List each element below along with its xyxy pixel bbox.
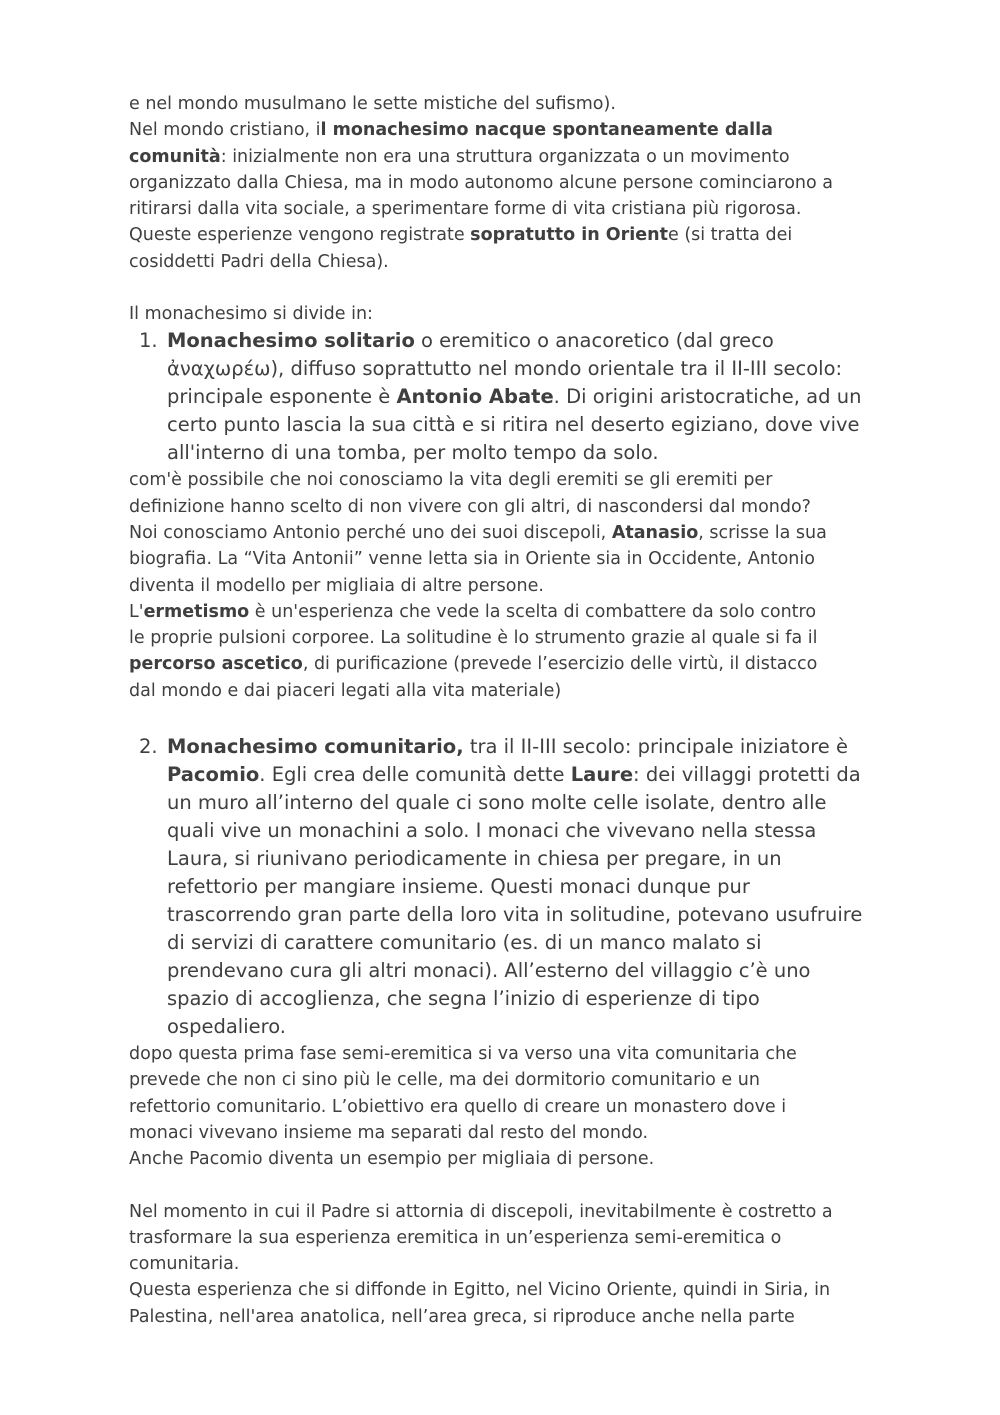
text-line: percorso ascetico, di purificazione (prevede l’esercizio delle virtù, il distacco [129, 654, 818, 675]
bold-text: comunità [129, 146, 221, 167]
text-line: dal mondo e dai piaceri legati alla vita materiale) [129, 680, 562, 701]
text-line: spazio di accoglienza, che segna l’inizio di esperienze di tipo [167, 987, 760, 1011]
text-line: refettorio per mangiare insieme. Questi monaci dunque pur [167, 875, 750, 899]
text-line: refettorio comunitario. L’obiettivo era quello di creare un monastero dove i [129, 1096, 787, 1117]
text-line: prevede che non ci sino più le celle, ma dei dormitorio comunitario e un [129, 1070, 760, 1091]
text-line: monaci vivevano insieme ma separati dal resto del mondo. [129, 1122, 649, 1143]
text-line: diventa il modello per migliaia di altre persone. [129, 575, 544, 596]
text-line: com'è possibile che noi conosciamo la vita degli eremiti se gli eremiti per [129, 470, 773, 491]
text-line: Anche Pacomio diventa un esempio per migliaia di persone. [129, 1149, 655, 1170]
paragraph-cenobitic [129, 1041, 880, 1172]
text-line: comunità: inizialmente non era una struttura organizzata o un movimento [129, 146, 790, 167]
monachism-types-list [129, 327, 880, 467]
text-line: biografia. La “Vita Antonii” venne letta sia in Oriente sia in Occidente, Antonio [129, 549, 815, 570]
text-line: definizione hanno scelto di non vivere con gli altri, di nascondersi dal mondo? [129, 496, 811, 517]
text-line: trasformare la sua esperienza eremitica in un’esperienza semi-eremitica o [129, 1227, 782, 1248]
text-line: L'ermetismo è un'esperienza che vede la scelta di combattere da solo contro [129, 601, 817, 622]
text-line: all'interno di una tomba, per molto tempo da solo. [167, 441, 659, 465]
list-item-solitary [129, 327, 880, 467]
text-line: Nel mondo cristiano, il monachesimo nacque spontaneamente dalla [129, 120, 773, 141]
text-line: organizzato dalla Chiesa, ma in modo autonomo alcune persone cominciarono a [129, 172, 834, 193]
list-item-communal [129, 733, 880, 1041]
text-line: quali vive un monachini a solo. I monaci che vivevano nella stessa [167, 819, 817, 843]
text-line: Queste esperienze vengono registrate sopratutto in Oriente (si tratta dei [129, 225, 793, 246]
text-line: prendevano cura gli altri monaci). All’esterno del villaggio c’è uno [167, 959, 811, 983]
paragraph-diffusion [129, 1199, 880, 1330]
bold-text: ermetismo [143, 601, 250, 622]
text-line: Monachesimo solitario o eremitico o anacoretico (dal greco [167, 329, 774, 353]
bold-text: Monachesimo comunitario, [167, 735, 464, 759]
text-line: e nel mondo musulmano le sette mistiche del sufismo). [129, 94, 616, 114]
text-line: Pacomio. Egli crea delle comunità dette Laure: dei villaggi protetti da [167, 763, 861, 787]
bold-text: Monachesimo solitario [167, 329, 415, 353]
text-line: Nel momento in cui il Padre si attornia di discepoli, inevitabilmente è costretto a [129, 1201, 833, 1222]
list-number: 2. [139, 735, 158, 759]
list-number: 1. [139, 329, 158, 353]
text-line: un muro all’interno del quale ci sono molte celle isolate, dentro alle [167, 791, 827, 815]
paragraph-hermits [129, 467, 880, 704]
text-line: Laura, si riunivano periodicamente in chiesa per pregare, in un [167, 847, 782, 871]
text-line: certo punto lascia la sua città e si ritira nel deserto egiziano, dove vive [167, 413, 860, 437]
text-line: Noi conosciamo Antonio perché uno dei suoi discepoli, Atanasio, scrisse la sua [129, 522, 827, 543]
text-line: Monachesimo comunitario, tra il II-III secolo: principale iniziatore è [167, 735, 848, 759]
text-line: ospedaliero. [167, 1015, 286, 1039]
text-line: ἀναχωρέω), diffuso soprattutto nel mondo orientale tra il II-III secolo: [167, 357, 843, 381]
text-line: dopo questa prima fase semi-eremitica si va verso una vita comunitaria che [129, 1044, 797, 1065]
text-line: Palestina, nell'area anatolica, nell’area greca, si riproduce anche nella parte [129, 1306, 795, 1327]
text-line: di servizi di carattere comunitario (es. di un manco malato si [167, 931, 762, 955]
text-line: ritirarsi dalla vita sociale, a sperimentare forme di vita cristiana più rigorosa. [129, 199, 802, 220]
text-line: Questa esperienza che si diffonde in Egitto, nel Vicino Oriente, quindi in Siria, in [129, 1280, 831, 1301]
bold-text: Pacomio [167, 763, 260, 787]
text-line: cosiddetti Padri della Chiesa). [129, 251, 389, 272]
bold-text: Atanasio [611, 522, 699, 543]
text-line: le proprie pulsioni corporee. La solitudine è lo strumento grazie al quale si fa il [129, 628, 818, 649]
bold-text: Laure [570, 763, 634, 787]
list-intro: Il monachesimo si divide in: [129, 304, 373, 325]
text-line: trascorrendo gran parte della loro vita in solitudine, potevano usufruire [167, 903, 863, 927]
paragraph-origins [129, 91, 880, 275]
bold-text: l monachesimo nacque spontaneamente dalla [320, 120, 773, 141]
bold-text: Antonio Abate [396, 385, 554, 409]
text-line: comunitaria. [129, 1254, 240, 1275]
monachism-types-list-continued [129, 733, 880, 1041]
bold-text: percorso ascetico [129, 654, 303, 675]
text-line: principale esponente è Antonio Abate. Di origini aristocratiche, ad un [167, 385, 862, 409]
bold-text: sopratutto in Orient [470, 225, 668, 246]
